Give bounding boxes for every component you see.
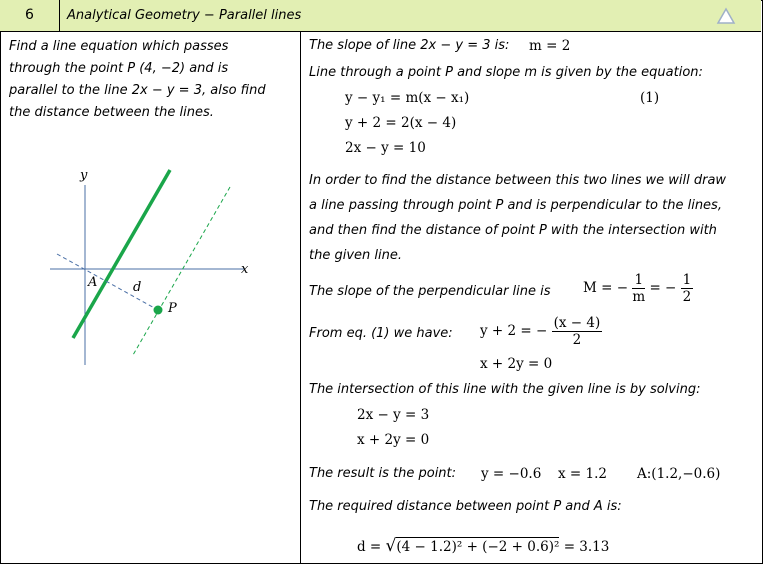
perpendicular-line-equation: x + 2y = 0 [480,356,553,372]
system-equation-2: x + 2y = 0 [357,432,430,448]
perpendicular-slope-text: The slope of the perpendicular line is [309,284,551,299]
fraction-denominator: 2 [572,332,582,348]
point-slope-text: Line through a point P and slope m is given by the equation: [309,65,703,80]
equation-2: y + 2 = 2(x − 4) [345,115,457,131]
problem-number: 6 [0,0,60,31]
result-y: y = −0.6 [481,466,542,482]
equation-1-tag: (1) [640,90,660,106]
fraction-denominator: m [632,289,646,305]
distance-label: d [133,280,142,295]
geometry-diagram [40,160,270,380]
header-title: Analytical Geometry − Parallel lines [67,8,302,23]
perp-mid: = − [649,280,677,296]
intersection-text: The intersection of this line with the given line is by solving: [309,382,701,397]
from-eq-text: From eq. (1) we have: [309,326,453,341]
result-text: The result is the point: [309,466,457,481]
perpendicular-line [57,254,158,310]
x-axis-label: x [241,262,249,277]
fraction-numerator: 1 [682,272,692,288]
equation-3: 2x − y = 10 [345,140,426,156]
distance-result: = 3.13 [563,539,610,555]
y-axis-label: y [80,168,88,183]
perp-lhs: M = − [583,280,629,296]
paragraph-line: the given line. [309,248,402,263]
problem-line: through the point P (4, −2) and is [9,61,229,76]
point-a-label: A [88,275,98,290]
sqrt-sign: √ [385,536,397,556]
point-p [154,306,163,315]
paragraph-line: In order to find the distance between this two lines we will draw [309,173,727,188]
fraction-numerator: (x − 4) [553,315,601,331]
header-bar [0,0,761,32]
problem-statement [9,36,297,124]
problem-line: parallel to the line 2x − y = 3, also find [9,83,266,98]
paragraph-line: a line passing through point P and is perpendicular to the lines, [309,198,722,213]
result-point: A:(1.2,−0.6) [637,466,721,482]
distance-radicand: (4 − 1.2)² + (−2 + 0.6)² [396,539,560,555]
problem-line: the distance between the lines. [9,105,214,120]
paragraph-line: and then find the distance of point P with the intersection with [309,223,717,238]
distance-lhs: d = [357,539,382,555]
fraction [552,315,603,348]
perpendicular-slope-equation [583,272,693,305]
problem-line: Find a line equation which passes [9,39,229,54]
result-x: x = 1.2 [558,466,607,482]
fraction-numerator: 1 [632,272,645,289]
distance-text: The required distance between point P and A is: [309,499,622,514]
system-equation-1: 2x − y = 3 [357,407,430,423]
equation-1: y − y₁ = m(x − x₁) [345,90,470,106]
column-divider [300,32,301,564]
fraction-denominator: 2 [682,289,692,305]
from-eq-lhs: y + 2 = − [480,323,548,339]
fraction [632,272,645,305]
point-p-label: P [168,301,177,316]
triangle-up-icon[interactable] [716,7,736,25]
slope-text: The slope of line 2x − y = 3 is: [309,38,510,53]
fraction [681,272,694,305]
slope-value: m = 2 [529,38,571,54]
from-eq-equation [480,315,602,348]
distance-equation [357,536,609,556]
